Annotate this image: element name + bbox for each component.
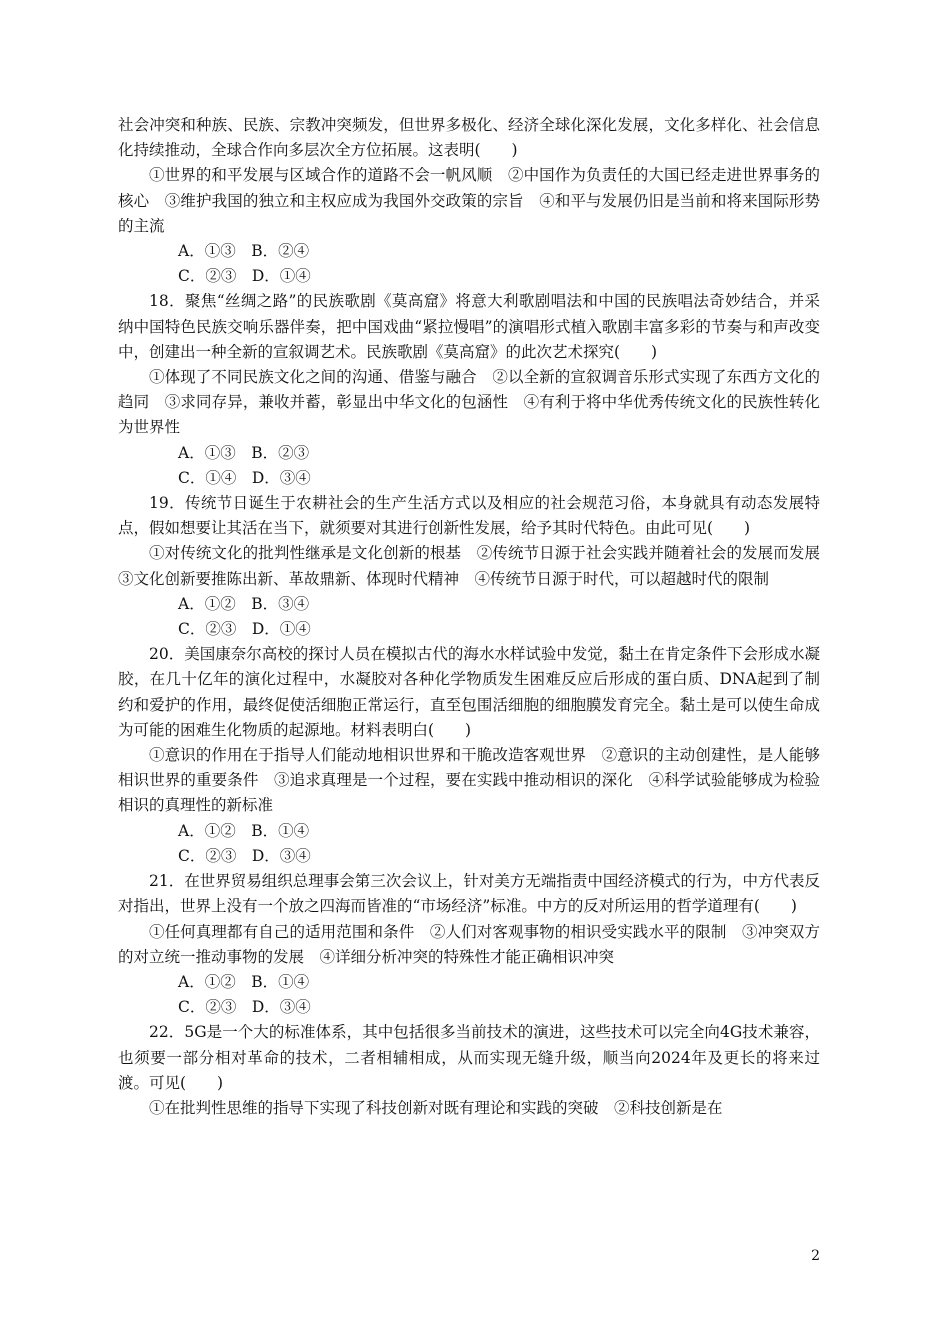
question-paragraph: 20．美国康奈尔高校的探讨人员在模拟古代的海水水样试验中发觉，黏土在肯定条件下会形成水凝胶，在几十亿年的演化过程中，水凝胶对各种化学物质发生困难反应后形成的蛋白质、DNA起到了制约和爱护的作用，最终促使活细胞正常运行，直至包围活细胞的细胞膜发育完全。黏土是可以使生命成为可能的困难生化物质的起源地。材料表明白( ) bbox=[118, 645, 820, 739]
page-number: 2 bbox=[811, 1248, 820, 1264]
answer-options: A．①② B．③④ bbox=[178, 594, 310, 613]
question-paragraph: 18．聚焦“丝绸之路”的民族歌剧《莫高窟》将意大利歌剧唱法和中国的民族唱法奇妙结合，并采纳中国特色民族交响乐器伴奏，把中国戏曲“紧拉慢唱”的演唱形式植入歌剧丰富多彩的节奏与和声改变中，创建出一种全新的宣叙调艺术。民族歌剧《莫高窟》的此次艺术探究( ) bbox=[118, 292, 820, 361]
question-paragraph: ①体现了不同民族文化之间的沟通、借鉴与融合 ②以全新的宣叙调音乐形式实现了东西方文化的趋同 ③求同存异，兼收并蓄，彰显出中华文化的包涵性 ④有利于将中华优秀传统文化的民族性转化为世界性 bbox=[118, 368, 820, 437]
question-body bbox=[118, 113, 836, 1121]
answer-options: C．②③ D．①④ bbox=[178, 267, 311, 286]
question-paragraph: ①世界的和平发展与区域合作的道路不会一帆风顺 ②中国作为负责任的大国已经走进世界事务的核心 ③维护我国的独立和主权应成为我国外交政策的宗旨 ④和平与发展仍旧是当前和将来国际形势的主流 bbox=[118, 166, 820, 235]
question-paragraph: 21．在世界贸易组织总理事会第三次会议上，针对美方无端指责中国经济模式的行为，中方代表反对指出，世界上没有一个放之四海而皆准的“市场经济”标准。中方的反对所运用的哲学道理有( ) bbox=[118, 872, 820, 916]
answer-options: C．②③ D．①④ bbox=[178, 620, 311, 639]
answer-options: A．①③ B．②④ bbox=[178, 242, 310, 261]
answer-options: C．②③ D．③④ bbox=[178, 998, 311, 1017]
question-paragraph: 社会冲突和种族、民族、宗教冲突频发，但世界多极化、经济全球化深化发展，文化多样化、社会信息化持续推动，全球合作向多层次全方位拓展。这表明( ) bbox=[118, 116, 820, 160]
question-paragraph: ①对传统文化的批判性继承是文化创新的根基 ②传统节日源于社会实践并随着社会的发展而发展 ③文化创新要推陈出新、革故鼎新、体现时代精神 ④传统节日源于时代，可以超越时代的限制 bbox=[118, 544, 836, 588]
question-paragraph: 22．5G是一个大的标准体系，其中包括很多当前技术的演进，这些技术可以完全向4G技术兼容，也须要一部分相对革命的技术，二者相辅相成，从而实现无缝升级，顺当向2024年及更长的将来过渡。可见( ) bbox=[118, 1023, 820, 1092]
question-paragraph: ①任何真理都有自己的适用范围和条件 ②人们对客观事物的相识受实践水平的限制 ③冲突双方的对立统一推动事物的发展 ④详细分析冲突的特殊性才能正确相识冲突 bbox=[118, 922, 820, 966]
answer-options: C．②③ D．③④ bbox=[178, 846, 311, 865]
question-paragraph: 19．传统节日诞生于农耕社会的生产生活方式以及相应的社会规范习俗，本身就具有动态发展特点，假如想要让其活在当下，就须要对其进行创新性发展，给予其时代特色。由此可见( ) bbox=[118, 494, 820, 538]
question-paragraph: ①意识的作用在于指导人们能动地相识世界和干脆改造客观世界 ②意识的主动创建性，是人能够相识世界的重要条件 ③追求真理是一个过程，要在实践中推动相识的深化 ④科学试验能够成为检验相识的真理性的新标准 bbox=[118, 746, 820, 815]
question-paragraph: ①在批判性思维的指导下实现了科技创新对既有理论和实践的突破 ②科技创新是在 bbox=[149, 1098, 723, 1117]
answer-options: A．①② B．①④ bbox=[178, 972, 310, 991]
answer-options: C．①④ D．③④ bbox=[178, 468, 311, 487]
answer-options: A．①② B．①④ bbox=[178, 821, 310, 840]
answer-options: A．①③ B．②③ bbox=[178, 443, 310, 462]
